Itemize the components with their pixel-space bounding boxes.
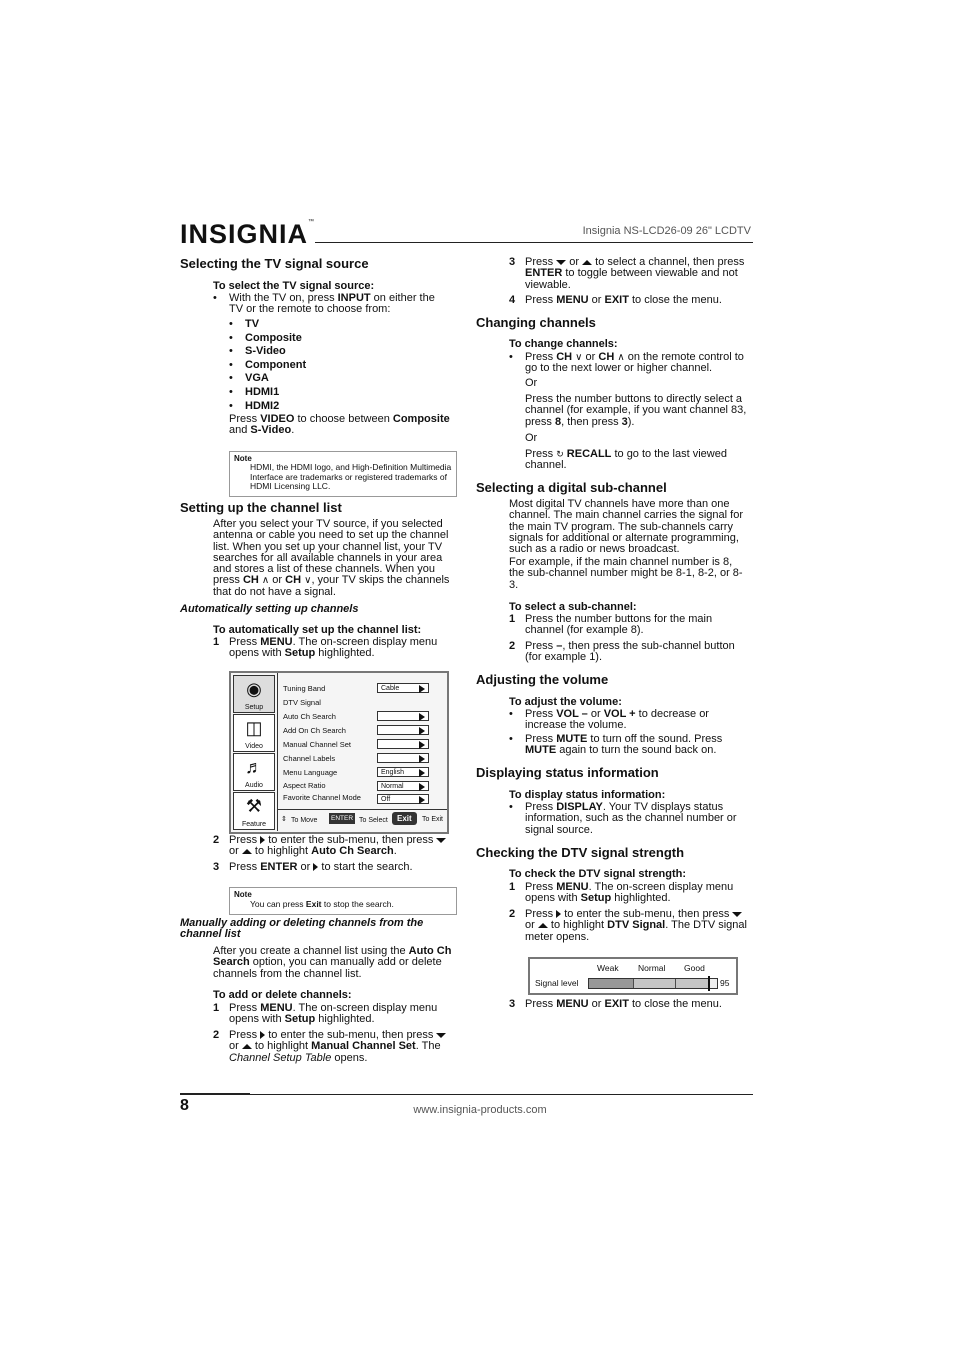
step-item: 1 Press MENU. The on-screen display menu opens with Setup highlighted. [213,636,438,660]
header-title: Insignia NS-LCD26-09 26" LCDTV [582,225,751,237]
step-item: 3 Press or to select a channel, then press ENTER to toggle between viewable and not viewable. [509,256,745,291]
note-box [229,451,457,497]
enter-key-icon: ENTER [331,815,354,822]
bullet-item: • Press DISPLAY. Your TV displays status information, such as the channel number or signal source. [509,801,737,836]
footer-url: www.insignia-products.com [413,1104,547,1116]
up-arrow-icon [242,1044,252,1049]
bullet-item: • Press CH ∨ or CH ∧ on the remote control to go to the next lower or higher channel. [509,351,744,375]
bullet-item: • Press VOL – or VOL + to decrease or increase the volume. [509,708,709,732]
note-text: HDMI, the HDMI logo, and High-Definition Multimedia Interface are trademarks or registered trademarks of HDMI Licensing LLC. [250,462,452,491]
speaker-icon: ♬ [245,757,263,777]
step-item: 2 Press to enter the sub-menu, then press or to highlight Auto Ch Search. [213,835,457,858]
osd-row: Menu Language [283,768,338,777]
note-box: Note You can press Exit to stop the search. [229,887,457,915]
signal-weak-label: Weak [597,963,619,973]
header-rule [315,242,753,243]
osd-field-arrow [377,711,429,721]
osd-hint-bar: ⇕ To Move ENTER To Select Exit To Exit [277,809,447,832]
section-title-channel-list: Setting up the channel list [180,500,342,515]
osd-tab-video: ◫ Video [233,714,275,752]
osd-tab-audio: ♬ Audio [233,753,275,791]
osd-sidebar [231,673,278,831]
osd-menu-figure [229,671,449,834]
osd-row: Add On Ch Search [283,726,346,735]
section-title-signal-source: Selecting the TV signal source [180,256,369,271]
osd-field-arrow [377,753,429,763]
osd-field-language: English [377,767,429,777]
osd-row: DTV Signal [283,698,321,707]
procedure-title: To automatically set up the channel list: [213,624,422,636]
list-item: • VGA [229,372,269,385]
step-item: 1 Press MENU. The on-screen display menu opens with Setup highlighted. [509,881,734,905]
note-label: Note [234,454,252,463]
list-item: • HDMI1 [229,385,280,398]
signal-level-label: Signal level [535,978,579,988]
step-item: 1 Press MENU. The on-screen display menu opens with Setup highlighted. [213,1002,438,1026]
signal-meter-track [588,978,718,989]
updown-icon: ⇕ [281,816,287,823]
list-item: • Composite [229,331,302,344]
procedure-title: To display status information: [509,789,666,801]
list-item: • S-Video [229,345,286,358]
subsection-title: Automatically setting up channels [180,603,359,615]
section-title-volume: Adjusting the volume [476,672,609,687]
section-title-changing-channels: Changing channels [476,315,596,330]
page-number: 8 [180,1097,189,1114]
note-text: You can press Exit to stop the search. [250,899,394,909]
osd-field-arrow [377,739,429,749]
satellite-icon: ◉ [246,679,262,699]
osd-tab-feature: ⚒ Feature [233,792,275,830]
osd-row: Tuning Band [283,684,326,693]
section-title-status: Displaying status information [476,765,659,780]
procedure-title: To select the TV signal source: [213,280,375,292]
footer-rule [180,1094,753,1095]
signal-meter-figure [528,957,738,995]
number-paragraph: Press the number buttons to directly select a channel (for example, if you want channel 83, press 8, then press 3). [525,393,747,428]
list-item: • HDMI2 [229,399,280,412]
osd-row: Auto Ch Search [283,712,336,721]
section-title-dtv-signal: Checking the DTV signal strength [476,845,685,860]
or-text: Or [525,432,538,444]
signal-meter-marker [708,976,710,991]
osd-field-favorite: Off [377,794,429,804]
step-item: 3 Press MENU or EXIT to close the menu. [509,998,722,1010]
signal-meter-fill [589,979,709,988]
sub-paragraph-2: For example, if the main channel number is 8, the sub-channel number might be 8-1, 8-2, or 8-3. [509,556,743,591]
signal-good-label: Good [684,963,705,973]
recall-paragraph: Press ↻ RECALL to go to the last viewed channel. [525,448,727,472]
section-title-sub-channel: Selecting a digital sub-channel [476,480,667,495]
down-arrow-icon [436,838,446,843]
or-text: Or [525,377,538,389]
up-arrow-icon [538,923,548,928]
video-paragraph: Press VIDEO to choose between Composite and S-Video. [229,413,450,437]
signal-value: 95 [720,978,730,988]
bullet-item: • With the TV on, press INPUT on either the TV or the remote to choose from: [213,292,435,316]
bullet-item: • Press MUTE to turn off the sound. Press MUTE again to turn the sound back on. [509,733,723,757]
manual-paragraph: After you create a channel list using the Auto Ch Search option, you can manually add or delete channels from the channel list. [213,945,452,980]
up-arrow-icon [242,849,252,854]
list-item: • TV [229,318,260,330]
down-arrow-icon [732,912,742,917]
up-arrow-icon [582,260,592,265]
osd-row: Aspect Ratio [283,781,326,790]
list-item: • Component [229,358,307,371]
step-item: 2 Press –, then press the sub-channel button (for example 1). [509,640,735,664]
signal-normal-label: Normal [638,963,666,973]
osd-row: Manual Channel Set [283,740,351,749]
down-arrow-icon [556,260,566,265]
tv-icon: ◫ [245,718,263,738]
exit-key-icon: Exit [392,812,417,825]
procedure-title: To add or delete channels: [213,989,352,1001]
osd-field-tuning: Cable [377,683,429,693]
step-item: 3 Press ENTER or to start the search. [213,861,413,873]
osd-row: Favorite Channel Mode [283,793,361,802]
step-item: 2 Press to enter the sub-menu, then press or to highlight DTV Signal. The DTV signal meter opens. [509,908,747,943]
osd-field-aspect: Normal [377,781,429,791]
channel-list-intro: After you select your TV source, if you selected antenna or cable you need to set up the channel list. When you set up your channel list, your TV searches for all available channels in your area and stores a list of these channels. When you press CH ∧ or CH ∨, your TV skips the channels that do not have a signal. [213,518,450,598]
procedure-title: To check the DTV signal strength: [509,868,687,880]
source-list [229,318,349,413]
step-item: 4 Press MENU or EXIT to close the menu. [509,294,722,306]
sub-paragraph-1: Most digital TV channels have more than one channel. The main channel carries the signal for the main TV program. The sub-channels carry signals for additional or alternate programming, such as a radio or news broadcast. [509,498,743,556]
tools-icon: ⚒ [245,796,263,816]
step-item: 2 Press to enter the sub-menu, then press or to highlight Manual Channel Set. The Channel Setup Table opens. [213,1030,457,1064]
procedure-title: To adjust the volume: [509,696,622,708]
step-item: 1 Press the number buttons for the main channel (for example 8). [509,613,713,637]
recall-icon: ↻ [556,449,564,459]
osd-row: Channel Labels [283,754,336,763]
procedure-title: To change channels: [509,338,618,350]
osd-field-arrow [377,725,429,735]
procedure-title: To select a sub-channel: [509,601,637,613]
down-arrow-icon [436,1033,446,1038]
osd-tab-setup: ◉ Setup [233,675,275,713]
insignia-logo: INSIGNIA™ [180,219,316,249]
subsection-title: Manually adding or deleting channels from the channel list [180,917,424,940]
